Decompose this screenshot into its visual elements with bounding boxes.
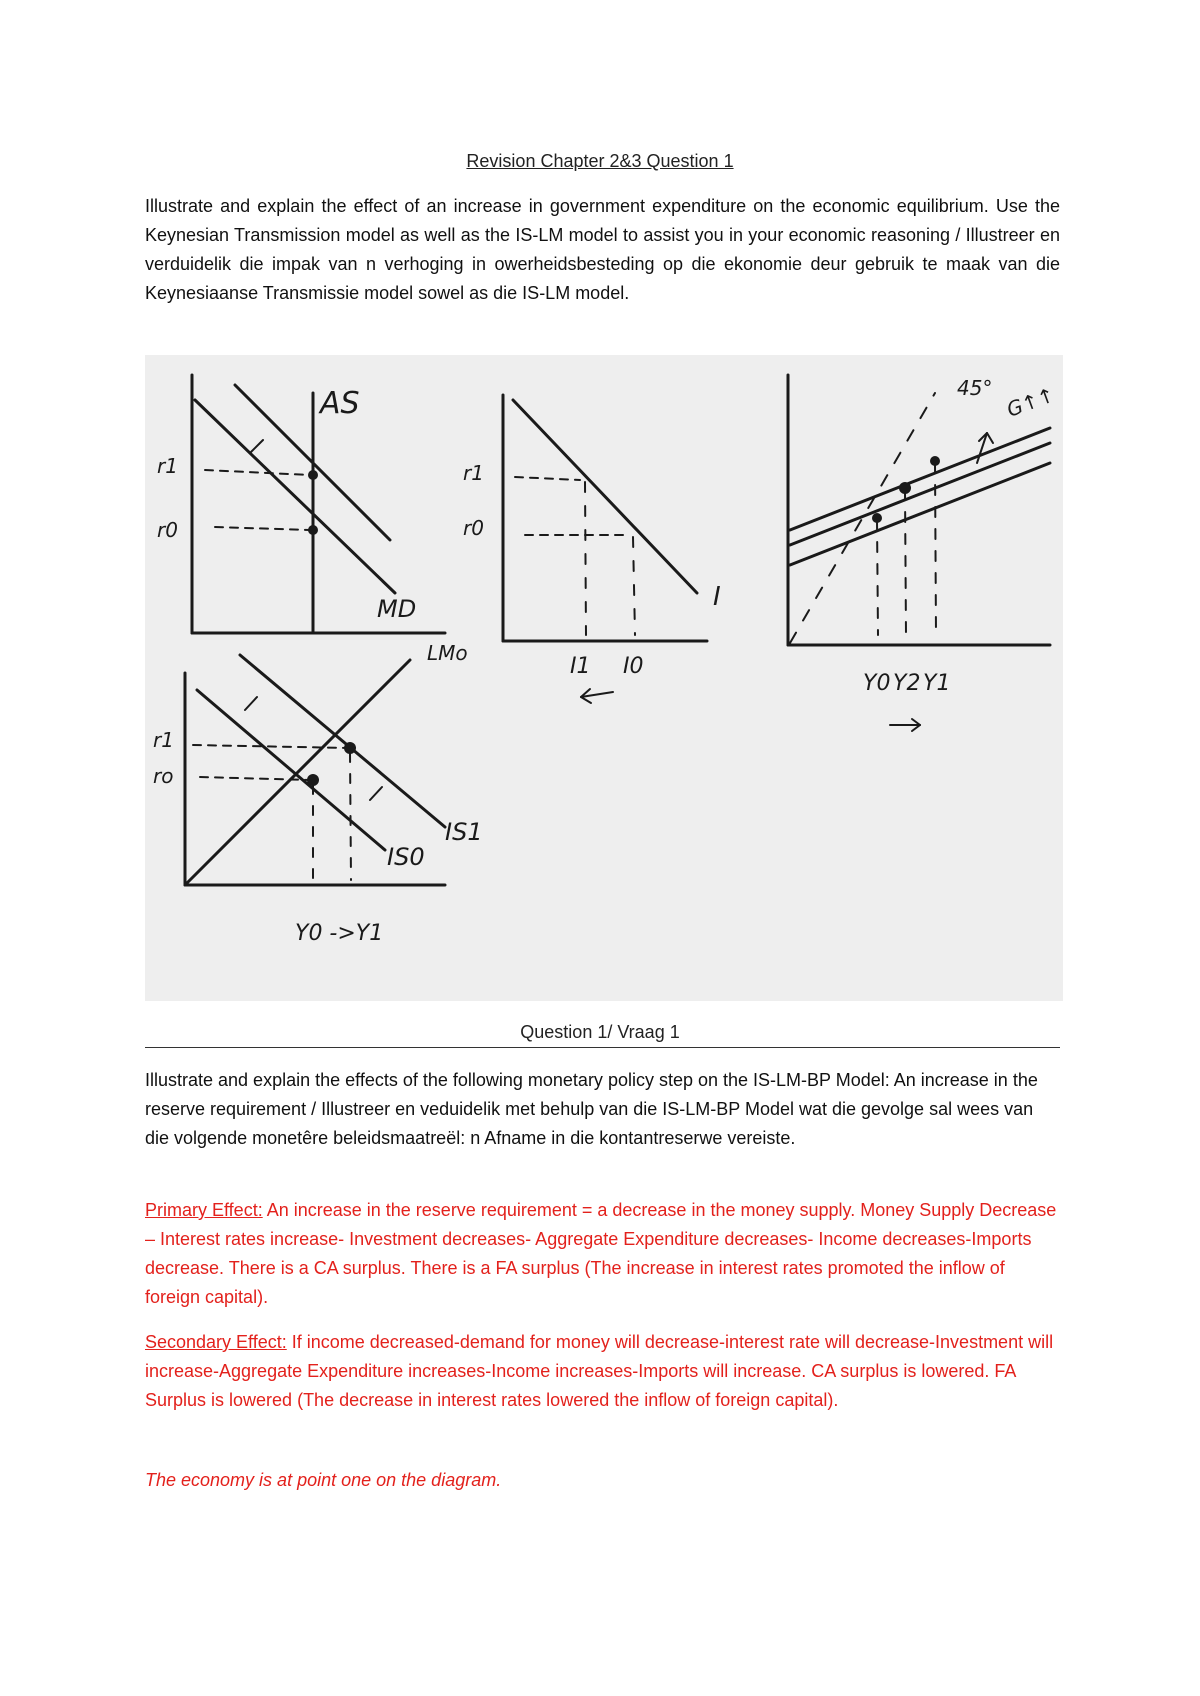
secondary-effect-paragraph [145,1328,1060,1415]
primary-effect-paragraph [145,1196,1060,1312]
y1-label: Y1 [923,671,951,696]
islm-r1-label: r1 [153,728,174,752]
closing-note: The economy is at point one on the diagram. [145,1470,502,1490]
y0-label: Y0 [863,671,891,696]
as-label: AS [320,386,360,421]
revision-heading: Revision Chapter 2&3 Question 1 [466,151,734,171]
mm-r0-label: r0 [157,518,178,542]
is1-label: IS1 [445,818,483,846]
lm-label: LMo [427,641,468,665]
islm-y-label: Y0 ->Y1 [295,921,384,946]
section-divider [145,1047,1060,1048]
aggregate-expenditure-label: G↑↑ [1003,382,1058,422]
investment-graph [503,395,707,703]
secondary-effect-text: If income decreased-demand for money will decrease-interest rate will decrease-Investment will increase-Aggregate Expenditure increases-Income increases-Imports will increase. CA surplus is lowered. FA Surplus is lowered (The decrease in interest rates lowered the inflow of foreign capital). [145,1332,1054,1410]
md-label: MD [377,595,417,623]
investment-curve-label: I [713,582,721,612]
mm-r1-label: r1 [157,454,178,478]
primary-effect-label: Primary Effect: [145,1200,263,1220]
is0-label: IS0 [387,843,425,871]
question-paragraph: Illustrate and explain the effect of an increase in government expenditure on the economic equilibrium. Use the Keynesian Transmission model as well as the IS-LM model to assist you in your economic reasoning / Illustreer en verduidelik die impak van n verhoging in owerheidsbesteding op die ekonomie deur gebruik te maak van die Keynesiaanse Transmissie model sowel as die IS-LM model. [145,196,1060,303]
y2-label: Y2 [893,671,921,696]
i0-label: I0 [623,654,644,679]
question-text: Illustrate and explain the effects of the following monetary policy step on the IS-LM-BP Model: An increase in the reserve requirement / Illustreer en veduidelik met behulp van die IS-LM-BP Model wat die gevolge sal wees van die volgende monetêre beleidsmaatreël: n Afname in die kontantreserwe vereiste. [145,1070,1038,1148]
45-degree-label: 45° [957,376,993,400]
islm-r0-label: ro [153,764,174,788]
handdrawn-diagrams [145,355,1063,1001]
i1-label: I1 [570,654,591,679]
inv-r0-label: r0 [463,516,484,540]
secondary-effect-label: Secondary Effect: [145,1332,287,1352]
primary-effect-text: An increase in the reserve requirement = a decrease in the money supply. Money Supply Decrease – Interest rates increase- Investment decreases- Aggregate Expenditure decreases- Income decreases-Imports decrease. There is a CA surplus. There is a FA surplus (The increase in interest rates promoted the inflow of foreign capital). [145,1200,1057,1307]
inv-r1-label: r1 [463,461,484,485]
question-heading: Question 1/ Vraag 1 [520,1022,680,1042]
diagram-canvas [145,355,1063,1001]
